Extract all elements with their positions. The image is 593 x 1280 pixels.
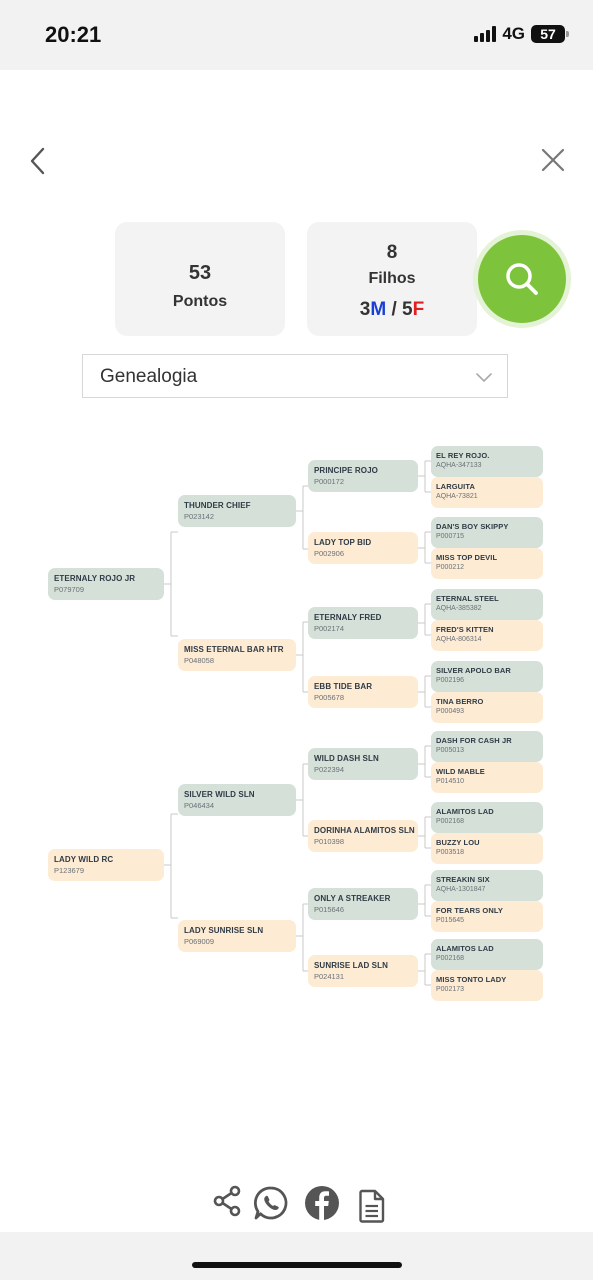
males-count: 3 [359, 299, 371, 320]
node-reg: P000493 [436, 708, 465, 715]
node-name: TINA BERRO [436, 697, 484, 706]
pedigree-node-dam-sire[interactable] [178, 784, 296, 816]
node-reg: P005013 [436, 747, 465, 754]
node-name: BUZZY LOU [436, 838, 480, 847]
node-reg: P069009 [184, 937, 215, 946]
node-name: MISS ETERNAL BAR HTR [184, 645, 284, 654]
node-reg: AQHA-1301847 [436, 886, 486, 893]
node-reg: AQHA-73821 [436, 493, 478, 500]
node-reg: P024131 [314, 972, 345, 981]
node-name: ONLY A STREAKER [314, 894, 391, 903]
pedigree-node-sire-sire[interactable] [178, 495, 296, 527]
points-label: Pontos [172, 293, 228, 310]
node-reg: AQHA-385382 [436, 605, 482, 612]
whatsapp-icon[interactable] [253, 1185, 289, 1221]
node-name: LARGUITA [436, 482, 475, 491]
node-reg: P002168 [436, 818, 465, 825]
children-label: Filhos [368, 270, 416, 287]
node-name: EL REY ROJO. [436, 451, 490, 460]
node-reg: P046434 [184, 801, 215, 810]
node-name: MISS TONTO LADY [436, 975, 507, 984]
node-name: LADY TOP BID [314, 538, 372, 547]
pedigree-node-g4[interactable] [431, 477, 543, 508]
pedigree-node-dam[interactable] [48, 849, 164, 881]
node-reg: P015646 [314, 905, 345, 914]
node-reg: AQHA-806314 [436, 636, 482, 643]
pedigree-node-g3[interactable] [308, 607, 418, 639]
battery-level: 57 [540, 26, 556, 42]
node-reg: P079709 [54, 585, 85, 594]
females-letter: F [412, 299, 425, 320]
node-reg: P000172 [314, 477, 345, 486]
node-name: DASH FOR CASH JR [436, 736, 512, 745]
node-reg: P002168 [436, 955, 465, 962]
pedigree-node-g3[interactable] [308, 820, 418, 852]
pedigree-node-g3[interactable] [308, 532, 418, 564]
node-name: DAN'S BOY SKIPPY [436, 522, 509, 531]
node-reg: P002906 [314, 549, 345, 558]
node-name: LADY SUNRISE SLN [184, 926, 264, 935]
pedigree-node-g4[interactable] [431, 661, 543, 692]
home-indicator[interactable] [192, 1262, 402, 1268]
node-reg: P002174 [314, 624, 345, 633]
pedigree-node-g4[interactable] [431, 870, 543, 901]
bottom-bar [0, 1232, 593, 1280]
network-label: 4G [502, 24, 525, 43]
node-reg: P002173 [436, 986, 465, 993]
status-time: 20:21 [45, 22, 102, 47]
sex-separator: / [386, 299, 403, 320]
pedigree-node-g4[interactable] [431, 802, 543, 833]
node-reg: P000212 [436, 564, 465, 571]
node-name: STREAKIN SIX [436, 875, 490, 884]
pedigree-node-g3[interactable] [308, 888, 418, 920]
pedigree-node-sire-dam[interactable] [178, 639, 296, 671]
node-name: MISS TOP DEVIL [436, 553, 498, 562]
pedigree-node-g4[interactable] [431, 446, 543, 477]
node-reg: P000715 [436, 533, 465, 540]
node-reg: P005678 [314, 693, 345, 702]
node-reg: P015645 [436, 917, 465, 924]
children-value: 8 [386, 242, 398, 263]
node-name: THUNDER CHIEF [184, 501, 251, 510]
node-name: WILD MABLE [436, 767, 485, 776]
node-name: SUNRISE LAD SLN [314, 961, 388, 970]
pedigree-node-sire[interactable] [48, 568, 164, 600]
node-name: WILD DASH SLN [314, 754, 379, 763]
node-name: LADY WILD RC [54, 855, 114, 864]
node-name: SILVER APOLO BAR [436, 666, 511, 675]
node-reg: P022394 [314, 765, 345, 774]
node-name: FOR TEARS ONLY [436, 906, 503, 915]
node-name: ETERNALY ROJO JR [54, 574, 136, 583]
pedigree-node-g4[interactable] [431, 970, 543, 1001]
pedigree-node-g4[interactable] [431, 939, 543, 970]
node-reg: P023142 [184, 512, 215, 521]
view-select-value: Genealogia [100, 366, 198, 387]
pedigree-node-g4[interactable] [431, 517, 543, 548]
node-name: DORINHA ALAMITOS SLN [314, 826, 415, 835]
pedigree-node-dam-dam[interactable] [178, 920, 296, 952]
pedigree-node-g3[interactable] [308, 748, 418, 780]
pedigree-node-g4[interactable] [431, 548, 543, 579]
node-name: PRINCIPE ROJO [314, 466, 378, 475]
node-reg: P003518 [436, 849, 465, 856]
node-reg: AQHA-347133 [436, 462, 482, 469]
pedigree-node-g3[interactable] [308, 676, 418, 708]
node-name: FRED'S KITTEN [436, 625, 494, 634]
node-reg: P123679 [54, 866, 85, 875]
pedigree-node-g4[interactable] [431, 620, 543, 651]
share-bar [0, 1182, 593, 1226]
node-reg: P048058 [184, 656, 215, 665]
pedigree-node-g4[interactable] [431, 762, 543, 793]
pedigree-node-g3[interactable] [308, 460, 418, 492]
pedigree-node-g4[interactable] [431, 901, 543, 932]
node-reg: P014510 [436, 778, 465, 785]
node-name: ETERNAL STEEL [436, 594, 499, 603]
document-icon[interactable] [358, 1189, 386, 1223]
node-name: SILVER WILD SLN [184, 790, 255, 799]
pedigree-node-g3[interactable] [308, 955, 418, 987]
points-value: 53 [188, 262, 212, 284]
females-count: 5 [402, 299, 413, 320]
node-name: ETERNALY FRED [314, 613, 382, 622]
node-reg: P010398 [314, 837, 345, 846]
facebook-icon[interactable] [304, 1185, 340, 1221]
node-name: EBB TIDE BAR [314, 682, 373, 691]
node-name: ALAMITOS LAD [436, 807, 494, 816]
males-letter: M [370, 299, 387, 320]
node-reg: P002196 [436, 677, 465, 684]
node-name: ALAMITOS LAD [436, 944, 494, 953]
share-icon[interactable] [212, 1185, 244, 1217]
pedigree-node-g4[interactable] [431, 692, 543, 723]
pedigree-node-g4[interactable] [431, 589, 543, 620]
pedigree-node-g4[interactable] [431, 731, 543, 762]
pedigree-node-g4[interactable] [431, 833, 543, 864]
